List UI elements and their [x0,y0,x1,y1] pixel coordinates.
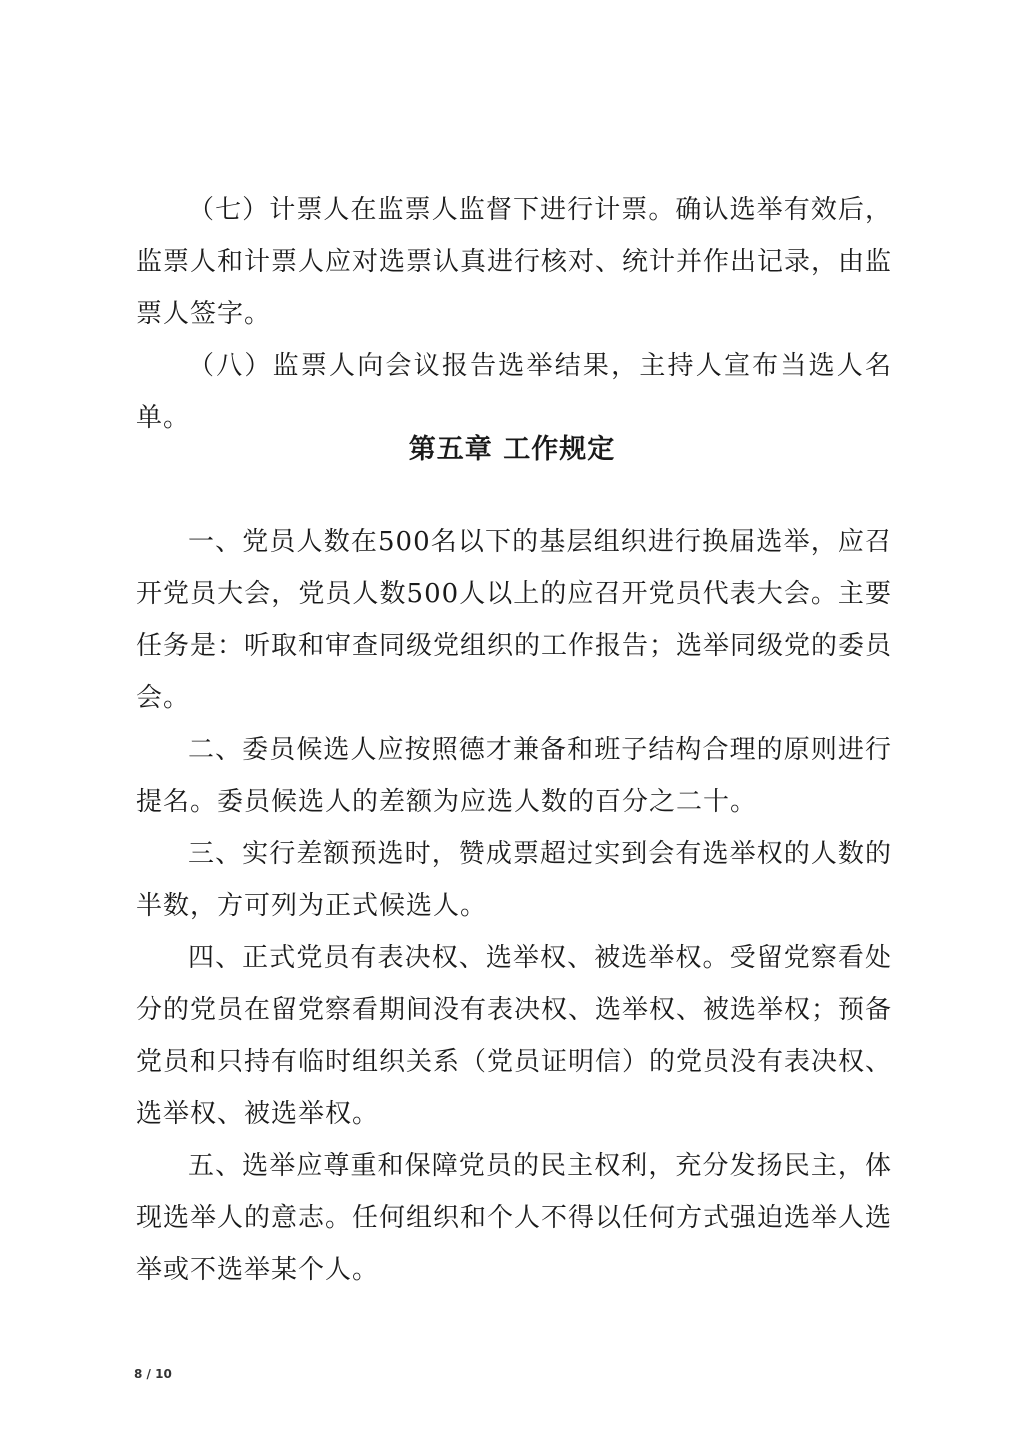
chapter-title: 第五章 工作规定 [408,434,616,465]
paragraph-item-8: （八）监票人向会议报告选举结果，主持人宣布当选人名单。 [136,351,892,433]
page-number: 8 / 10 [134,1367,172,1381]
paragraph-rule-3: 三、实行差额预选时，赞成票超过实到会有选举权的人数的半数，方可列为正式候选人。 [136,839,892,921]
paragraph-rule-2: 二、委员候选人应按照德才兼备和班子结构合理的原则进行提名。委员候选人的差额为应选人数的百分之二十。 [136,735,892,817]
paragraph-rule-5: 五、选举应尊重和保障党员的民主权利，充分发扬民主，体现选举人的意志。任何组织和个人不得以任何方式强迫选举人选举或不选举某个人。 [136,1151,893,1285]
top-section [136,184,892,444]
paragraph-item-7: （七）计票人在监票人监督下进行计票。确认选举有效后，监票人和计票人应对选票认真进行核对、统计并作出记录，由监票人签字。 [136,195,893,329]
paragraph-rule-1: 一、党员人数在500名以下的基层组织进行换届选举，应召开党员大会，党员人数500人以上的应召开党员代表大会。主要任务是：听取和审查同级党组织的工作报告；选举同级党的委员会。 [136,527,893,713]
paragraph-rule-4: 四、正式党员有表决权、选举权、被选举权。受留党察看处分的党员在留党察看期间没有表决权、选举权、被选举权；预备党员和只持有临时组织关系（党员证明信）的党员没有表决权、选举权、被选举权。 [136,943,893,1129]
main-section [136,516,892,1296]
